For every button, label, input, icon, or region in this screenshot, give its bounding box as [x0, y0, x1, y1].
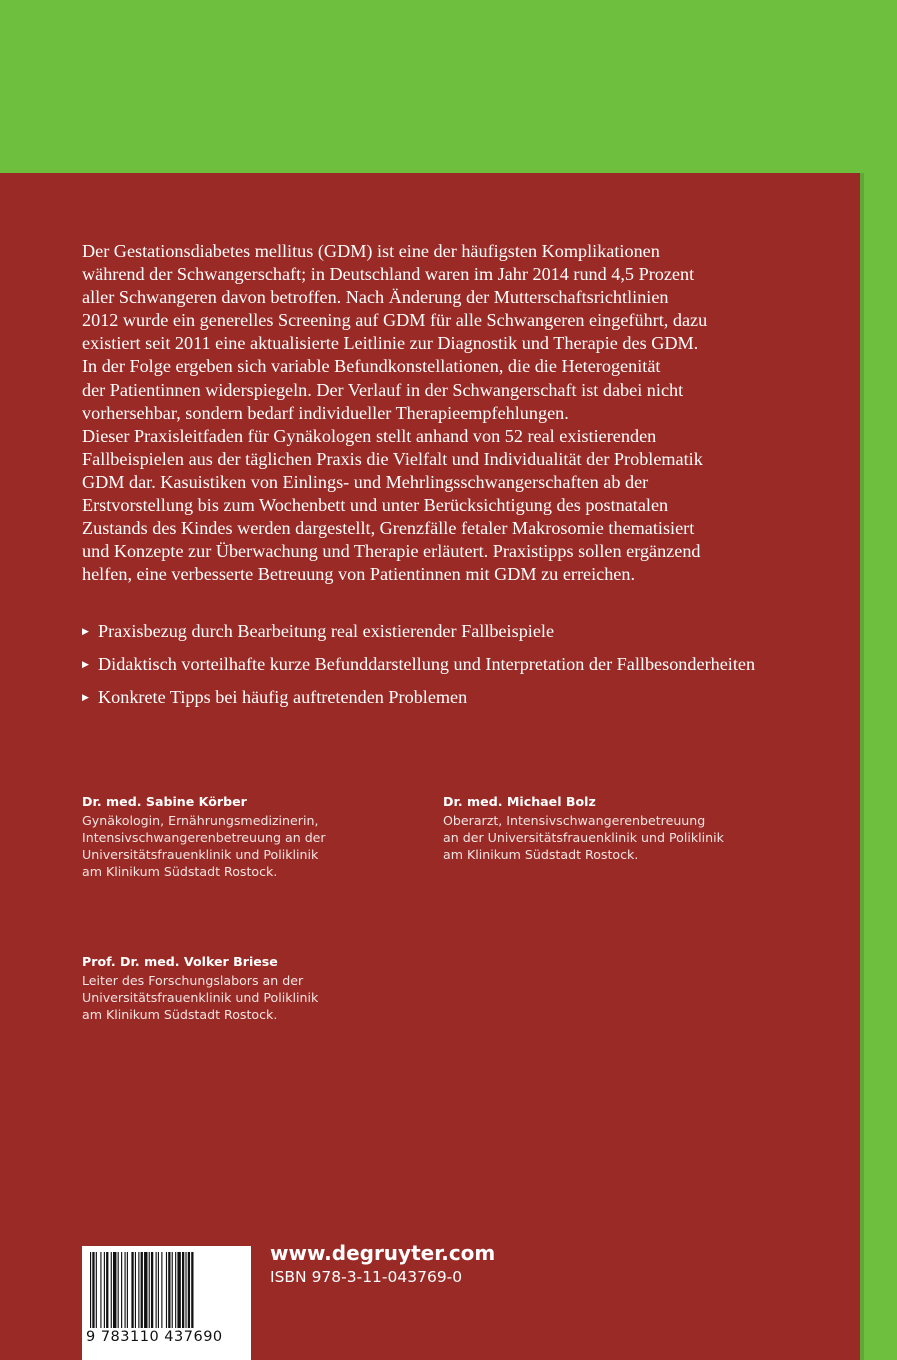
barcode-bar: [158, 1252, 159, 1328]
barcode-bar: [172, 1252, 173, 1328]
barcode-bar: [96, 1252, 97, 1328]
bullet-arrow-icon: ▶: [82, 692, 89, 703]
barcode-bar: [121, 1252, 122, 1328]
barcode-bar: [144, 1252, 147, 1328]
list-item: [82, 620, 782, 643]
author-koerber: [82, 793, 402, 880]
barcode-bar: [90, 1252, 91, 1328]
barcode-bar: [92, 1252, 94, 1328]
author-description: Gynäkologin, Ernährungsmedizinerin, Intensivschwangerenbetreuung an der Universitätsfrauenklinik und Poliklinik am Klinikum Südstadt Rostock.: [82, 813, 326, 879]
barcode: [82, 1246, 251, 1360]
bullet-arrow-icon: ▶: [82, 626, 89, 636]
panel-edge: [860, 173, 864, 1360]
barcode-bar: [166, 1252, 167, 1328]
barcode-bar: [127, 1252, 128, 1328]
author-bolz: [443, 793, 773, 863]
author-name: Dr. med. Michael Bolz: [443, 794, 596, 809]
list-item: [82, 653, 782, 676]
barcode-bar: [156, 1252, 157, 1328]
barcode-bar: [111, 1252, 112, 1328]
author-briese: [82, 953, 402, 1023]
barcode-bar: [175, 1252, 176, 1328]
bullet-arrow-icon: ▶: [82, 659, 89, 670]
barcode-bar: [161, 1252, 162, 1328]
barcode-bar: [151, 1252, 153, 1328]
feature-list: [82, 620, 782, 719]
publisher-url[interactable]: www.degruyter.com: [270, 1241, 496, 1265]
barcode-bar: [104, 1252, 105, 1328]
author-name: Prof. Dr. med. Volker Briese: [82, 954, 278, 969]
barcode-bar: [118, 1252, 119, 1328]
barcode-digits: 9 783110 437690: [86, 1329, 223, 1345]
barcode-bar: [168, 1252, 170, 1328]
barcode-bar: [138, 1252, 139, 1328]
barcode-bar: [191, 1252, 193, 1328]
list-item: [82, 686, 782, 709]
barcode-bar: [135, 1252, 136, 1328]
barcode-bar: [100, 1252, 101, 1328]
barcode-bar: [106, 1252, 108, 1328]
description-text: Der Gestationsdiabetes mellitus (GDM) ist eine der häufigsten Komplikationen während der Schwangerschaft; in Deutschland waren im Jahr 2014 rund 4,5 Prozent aller Schwangeren davon betroffen. Nach Änderung der Mutterschaftsrichtlinien 2012 wurde ein generelles Screening auf GDM für alle Schwangeren eingeführt, dazu existiert seit 2011 eine aktualisierte Leitlinie zur Diagnostik und Therapie des GDM. In der Folge ergeben sich variable Befundkonstellationen, die die Heterogenität der Patientinnen widerspiegeln. Der Verlauf in der Schwangerschaft ist dabei nicht vorhersehbar, sondern bedarf individueller Therapieempfehlungen. Dieser Praxisleitfaden für Gynäkologen stellt anhand von 52 real existierenden Fallbeispielen aus der täglichen Praxis die Vielfalt und Individualität der Problematik GDM dar. Kasuistiken von Einlings- und Mehrlingsschwangerschaften ab der Erstvorstellung bis zum Wochenbett und unter Berücksichtigung des postnatalen Zustands des Kindes werden dargestellt, Grenzfälle fetaler Makrosomie thematisiert und Konzepte zur Überwachung und Therapie erläutert. Praxistipps sollen ergänzend helfen, eine verbesserte Betreuung von Patientinnen mit GDM zu erreichen.: [82, 241, 708, 585]
list-item-text: Konkrete Tipps bei häufig auftretenden Problemen: [98, 687, 468, 708]
list-item-text: Praxisbezug durch Bearbeitung real existierender Fallbeispiele: [98, 621, 555, 641]
barcode-bar: [177, 1252, 180, 1328]
author-description: Leiter des Forschungslabors an der Universitätsfrauenklinik und Poliklinik am Klinikum Südstadt Rostock.: [82, 973, 319, 1022]
barcode-bar: [182, 1252, 184, 1328]
barcode-bar: [131, 1252, 133, 1328]
barcode-bars: [88, 1252, 245, 1328]
barcode-bar: [185, 1252, 186, 1328]
list-item-text: Didaktisch vorteilhafte kurze Befunddarstellung und Interpretation der Fallbesonderheiten: [98, 654, 756, 675]
barcode-bar: [141, 1252, 143, 1328]
author-name: Dr. med. Sabine Körber: [82, 794, 247, 809]
author-description: Oberarzt, Intensivschwangerenbetreuung an der Universitätsfrauenklinik und Poliklinik am Klinikum Südstadt Rostock.: [443, 813, 724, 862]
barcode-bar: [149, 1252, 150, 1328]
isbn-number: ISBN 978-3-11-043769-0: [270, 1268, 463, 1286]
barcode-bar: [113, 1252, 116, 1328]
barcode-bar: [125, 1252, 126, 1328]
barcode-bar: [188, 1252, 190, 1328]
